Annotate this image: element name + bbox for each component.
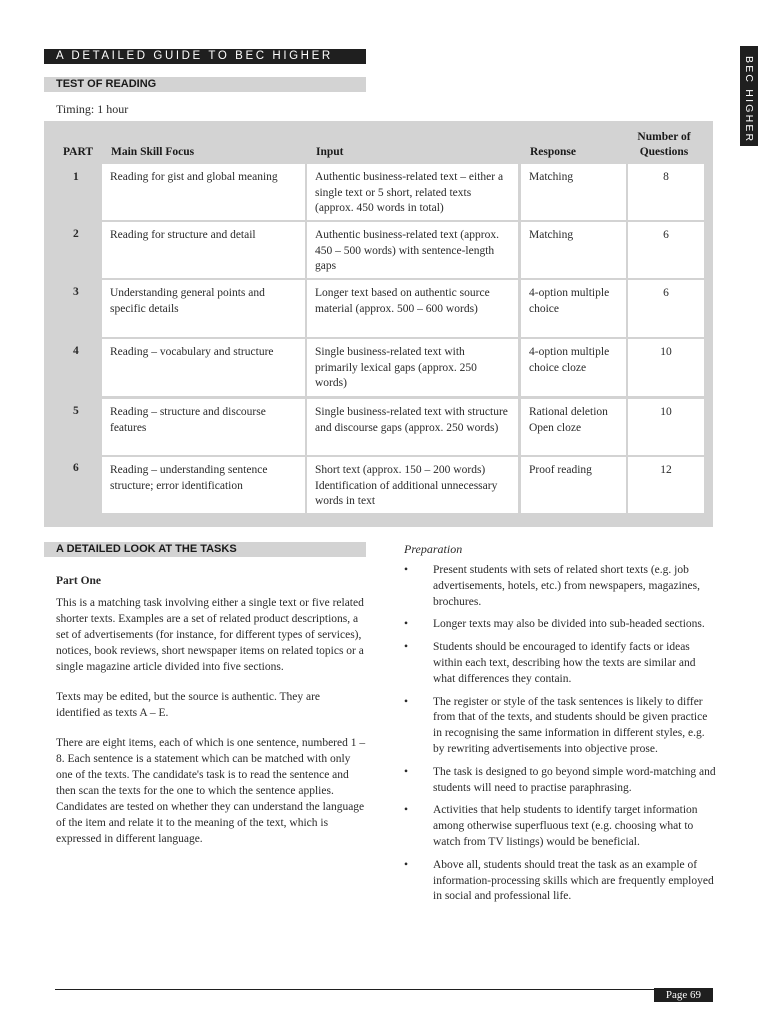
bullet-text: The task is designed to go beyond simple word-matching and students will need to practise paraphrasing. — [433, 765, 716, 794]
row-3-response: 4-option multiple choice — [521, 280, 626, 337]
footer-divider — [55, 989, 713, 990]
list-item — [404, 765, 716, 797]
row-5-input: Single business-related text with structure and discourse gaps (approx. 250 words) — [307, 399, 518, 455]
row-3-focus: Understanding general points and specific details — [102, 280, 305, 337]
preparation-list — [404, 563, 716, 912]
row-1-questions: 8 — [628, 164, 704, 220]
preparation-heading: Preparation — [404, 542, 463, 556]
row-1-input: Authentic business-related text – either a single text or 5 short, related texts (approx. 450 words in total) — [307, 164, 518, 220]
row-5-focus: Reading – structure and discourse features — [102, 399, 305, 455]
bullet-text: The register or style of the task sentences is likely to differ from that of the texts, and students should be given practice in recognising the same information in different styles, e.g. by rewriting advertisements into objective prose. — [433, 695, 708, 755]
bullet-icon: • — [404, 858, 409, 871]
row-1-focus: Reading for gist and global meaning — [102, 164, 305, 220]
row-4-response: 4-option multiple choice cloze — [521, 339, 626, 396]
row-5-response: Rational deletion Open cloze — [521, 399, 626, 455]
header-questions: Number of Questions — [637, 131, 691, 158]
bullet-icon: • — [404, 765, 409, 778]
section-title-detailed-look: A DETAILED LOOK AT THE TASKS — [44, 542, 366, 557]
row-3-input: Longer text based on authentic source material (approx. 500 – 600 words) — [307, 280, 518, 337]
row-6-input: Short text (approx. 150 – 200 words) Identification of additional unnecessary words in text — [307, 457, 518, 513]
row-1-response: Matching — [521, 164, 626, 220]
bullet-text: Activities that help students to identify target information among otherwise superfluous text (e.g. choosing what to watch from TV listings) would be beneficial. — [433, 804, 698, 848]
bullet-text: Longer texts may also be divided into sub-headed sections. — [433, 618, 705, 631]
list-item — [404, 640, 716, 687]
row-2-questions: 6 — [628, 222, 704, 278]
row-6-part: 6 — [73, 462, 79, 474]
row-4-part: 4 — [73, 345, 79, 357]
row-3-part: 3 — [73, 286, 79, 298]
row-2-focus: Reading for structure and detail — [102, 222, 305, 278]
bullet-icon: • — [404, 564, 409, 576]
row-4-input: Single business-related text with primarily lexical gaps (approx. 250 words) — [307, 339, 518, 396]
paragraph-3: There are eight items, each of which is one sentence, numbered 1 – 8. Each sentence is a statement which can be matched with only one of the texts. The candidate's task is to read the sentence and then scan the texts for the one to which the sentence applies. Candidates are tested on whether they can understand the language of the item and relate it to the meaning of the text, which is expressed in different language. — [56, 737, 366, 845]
bullet-text: Above all, students should treat the task as an example of information-processing skills which are frequently employed in social and professional life. — [433, 858, 714, 903]
reading-test-table — [44, 121, 713, 527]
paragraph-1: This is a matching task involving either a single text or five related shorter texts. Examples are a set of related product descriptions, a set of advertisements (for instance, for different types of services), notices, book reviews, short newspaper items on related topics or a single magazine article divided into five sections. — [56, 597, 364, 673]
row-3-questions: 6 — [628, 280, 704, 337]
bullet-text: Present students with sets of related short texts (e.g. job advertisements, hotels, etc.) from newspapers, magazines, brochures. — [433, 564, 700, 608]
header-input: Input — [316, 146, 344, 158]
row-6-response: Proof reading — [521, 457, 626, 513]
list-item — [404, 563, 716, 610]
bullet-icon: • — [404, 804, 409, 817]
row-6-questions: 12 — [628, 457, 704, 513]
list-item — [404, 695, 716, 758]
part-one-heading: Part One — [56, 575, 102, 587]
paragraph-2: Texts may be edited, but the source is authentic. They are identified as texts A – E. — [56, 691, 321, 719]
header-response: Response — [530, 146, 577, 158]
page-number: Page 69 — [654, 988, 713, 1002]
section-title-test-of-reading: TEST OF READING — [44, 77, 366, 92]
header-part: PART — [63, 146, 94, 158]
row-5-part: 5 — [73, 405, 79, 417]
bullet-icon: • — [404, 695, 409, 708]
list-item — [404, 803, 716, 850]
tasks-left-column — [56, 573, 366, 861]
row-1-part: 1 — [73, 171, 79, 183]
page-banner: A DETAILED GUIDE TO BEC HIGHER — [44, 49, 366, 64]
timing-text: Timing: 1 hour — [56, 102, 129, 116]
bullet-text: Students should be encouraged to identify facts or ideas within each text, describing how the texts are similar and what differences they contain. — [433, 641, 696, 685]
row-2-response: Matching — [521, 222, 626, 278]
row-2-input: Authentic business-related text (approx. 450 – 500 words) with sentence-length gaps — [307, 222, 518, 278]
row-4-questions: 10 — [628, 339, 704, 396]
side-tab: BEC HIGHER — [740, 46, 758, 146]
row-2-part: 2 — [73, 228, 79, 240]
row-5-questions: 10 — [628, 399, 704, 455]
list-item — [404, 858, 716, 905]
bullet-icon: • — [404, 618, 409, 631]
bullet-icon: • — [404, 641, 409, 654]
list-item — [404, 617, 716, 633]
header-focus: Main Skill Focus — [111, 146, 195, 158]
row-4-focus: Reading – vocabulary and structure — [102, 339, 305, 396]
row-6-focus: Reading – understanding sentence structure; error identification — [102, 457, 305, 513]
